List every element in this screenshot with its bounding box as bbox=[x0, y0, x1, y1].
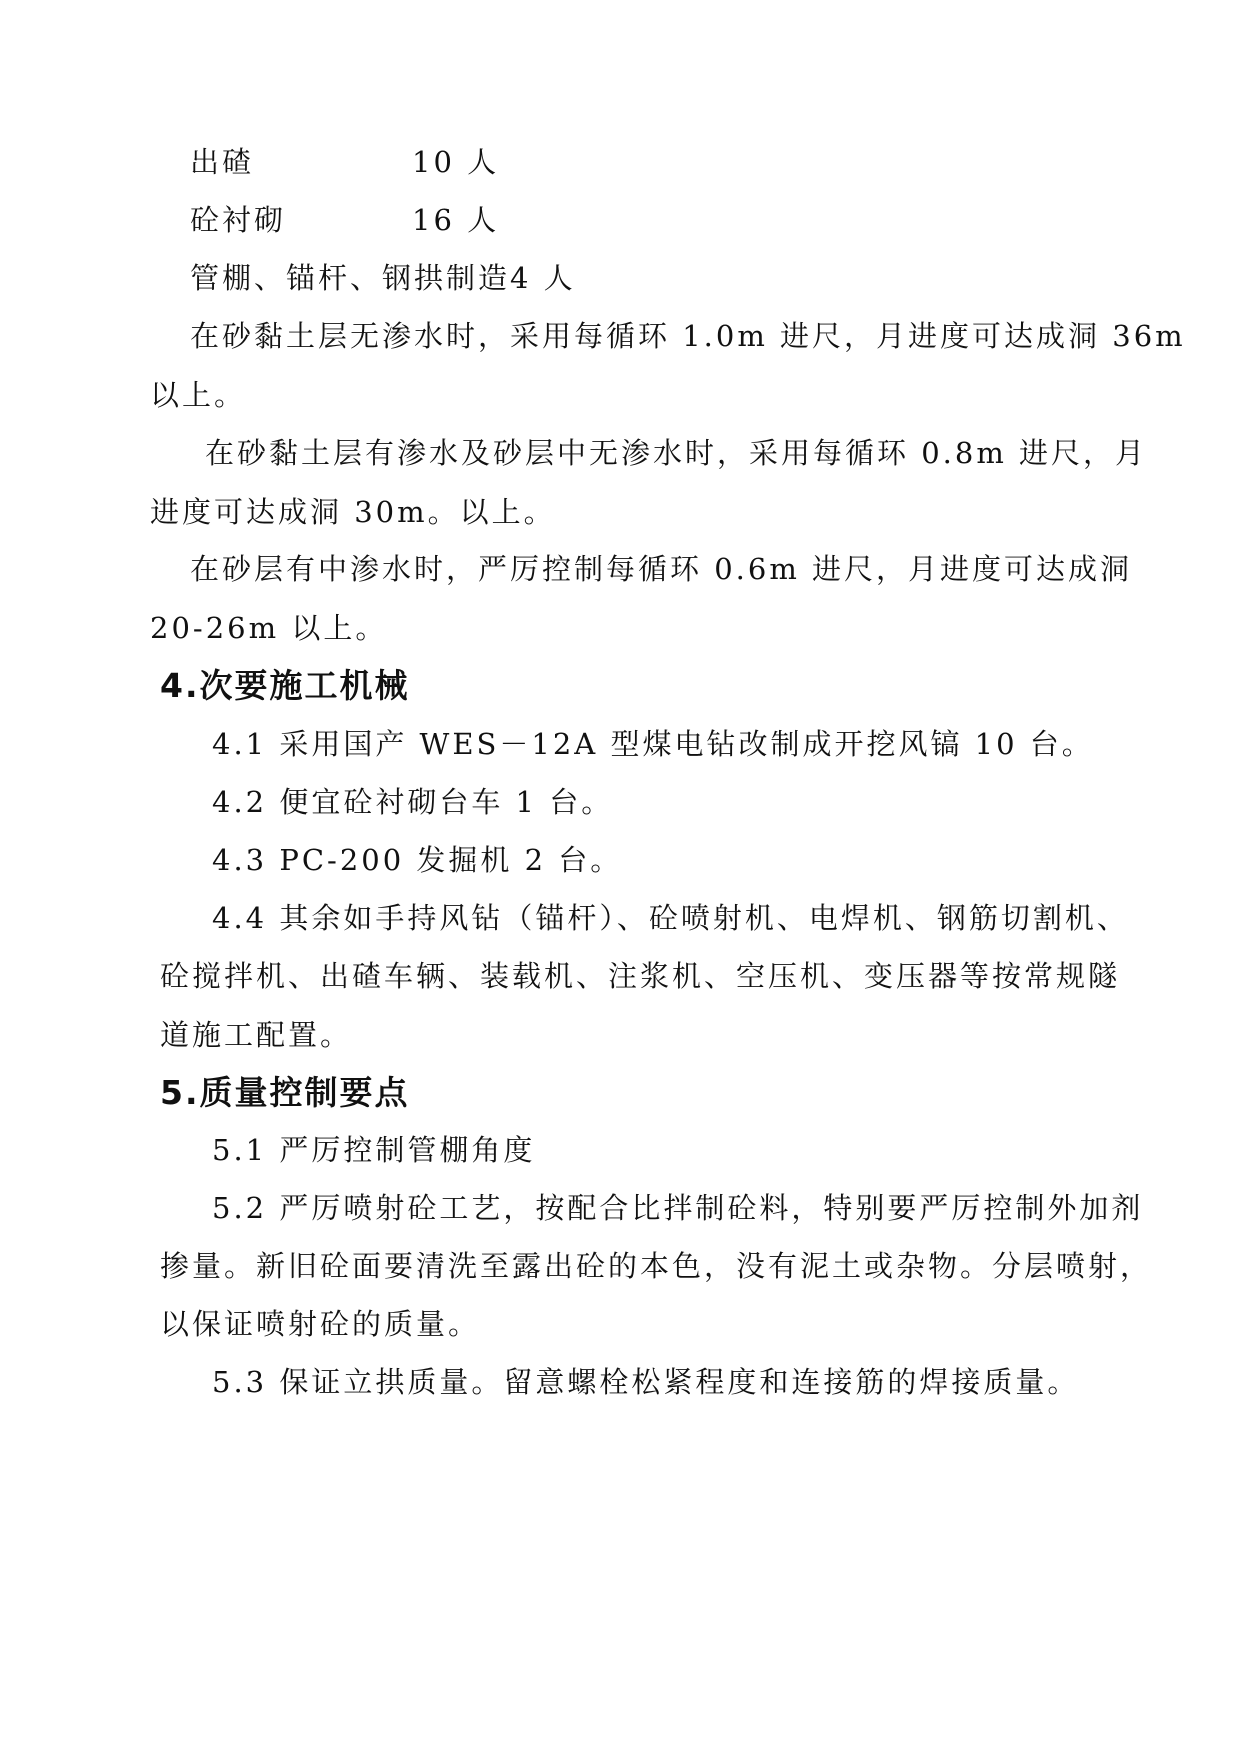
section-4-heading: 4.次要施工机械 bbox=[160, 666, 410, 705]
section-4-item-2: 4.2 便宜砼衬砌台车 1 台。 bbox=[212, 785, 614, 819]
staffing-count-3: 4 人 bbox=[510, 261, 576, 295]
progress-p2-line1: 在砂黏土层有渗水及砂层中无渗水时，采用每循环 0.8m 进尺，月 bbox=[205, 436, 1148, 470]
staffing-row-1 bbox=[190, 142, 590, 182]
staffing-task-2: 砼衬砌 bbox=[190, 203, 287, 237]
progress-p3-line1: 在砂层有中渗水时，严厉控制每循环 0.6m 进尺，月进度可达成洞 bbox=[190, 552, 1133, 586]
staffing-row-2 bbox=[190, 200, 590, 240]
staffing-task-3: 管棚、锚杆、钢拱制造 bbox=[190, 261, 511, 295]
section-4-item-4-line2: 砼搅拌机、出碴车辆、装载机、注浆机、空压机、变压器等按常规隧 bbox=[160, 959, 1121, 993]
section-4-item-4-line3: 道施工配置。 bbox=[160, 1018, 353, 1052]
section-4-item-3: 4.3 PC-200 发掘机 2 台。 bbox=[212, 843, 623, 877]
staffing-row-3 bbox=[190, 258, 590, 298]
section-5-item-2-line1: 5.2 严厉喷射砼工艺，按配合比拌制砼料，特别要严厉控制外加剂 bbox=[212, 1191, 1144, 1225]
section-4-item-4-line1: 4.4 其余如手持风钻（锚杆）、砼喷射机、电焊机、钢筋切割机、 bbox=[212, 901, 1129, 935]
section-5-item-2-line2: 掺量。新旧砼面要清洗至露出砼的本色，没有泥土或杂物。分层喷射， bbox=[160, 1249, 1153, 1283]
progress-p3-line2: 20-26m 以上。 bbox=[150, 611, 388, 645]
section-5-item-1: 5.1 严厉控制管棚角度 bbox=[212, 1133, 536, 1167]
progress-p2-line2: 进度可达成洞 30m。以上。 bbox=[150, 495, 556, 529]
staffing-task-1: 出碴 bbox=[190, 145, 255, 179]
section-4-item-1: 4.1 采用国产 WES－12A 型煤电钻改制成开挖风镐 10 台。 bbox=[212, 727, 1094, 761]
section-5-item-3: 5.3 保证立拱质量。留意螺栓松紧程度和连接筋的焊接质量。 bbox=[212, 1365, 1080, 1399]
progress-p1-line2: 以上。 bbox=[150, 378, 247, 412]
section-5-item-2-line3: 以保证喷射砼的质量。 bbox=[160, 1307, 481, 1341]
staffing-count-2: 16 人 bbox=[412, 203, 500, 237]
section-5-heading: 5.质量控制要点 bbox=[160, 1073, 410, 1112]
staffing-count-1: 10 人 bbox=[412, 145, 500, 179]
progress-p1-line1: 在砂黏土层无渗水时，采用每循环 1.0m 进尺，月进度可达成洞 36m bbox=[190, 319, 1186, 353]
